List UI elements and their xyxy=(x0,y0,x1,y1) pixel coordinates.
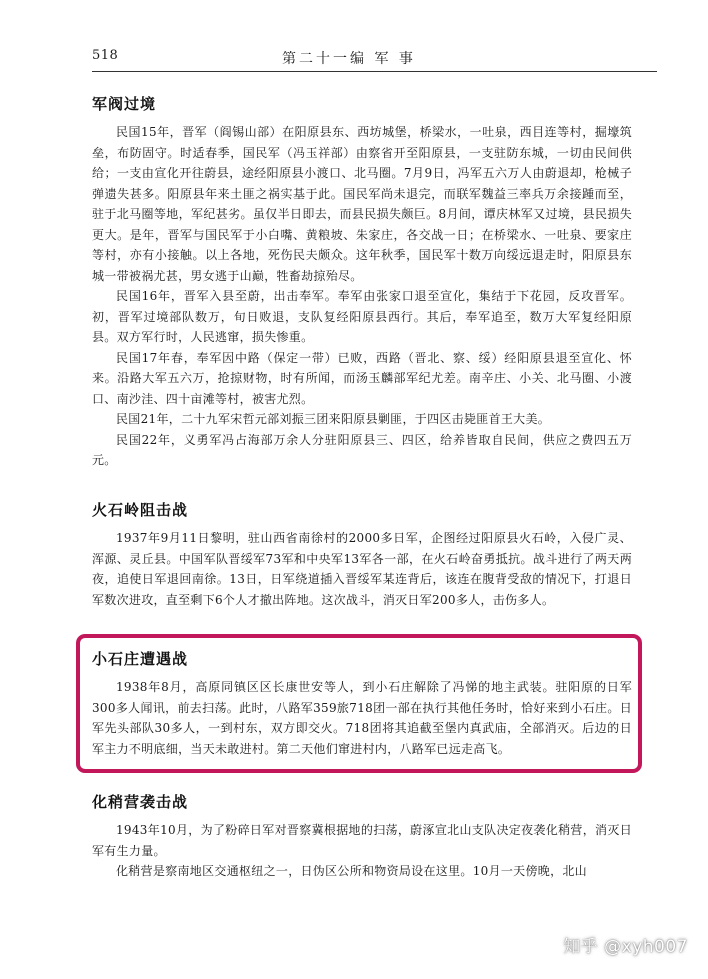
section-title: 火石岭阻击战 xyxy=(92,501,189,519)
paragraph: 1937年9月11日黎明，驻山西省南徐村的2000多日军，企图经过阳原县火石岭，入侵广灵、浑源、灵丘县。中国军队晋绥军73军和中央军13军各一部，在火石岭奋勇抵抗。战斗进行了两天两夜，追使日军退回南徐。13日，日军绕道插入晋绥军某连背后，该连在腹背受敌的情况下，打退日军数次进攻，直至剩下6个人才撤出阵地。这次战斗，消灭日军200多人，击伤多人。 xyxy=(92,531,632,607)
page-number: 518 xyxy=(92,48,119,63)
paragraph: 民国16年，晋军入县至蔚，出击奉军。奉军由张家口退至宣化，集结于下花园，反攻晋军。初，晋军过境部队数万，旬日败退，支队复经阳原县西行。其后，奉军追至，数万大军复经阳原县。双方军行时，人民逃窜，损失惨重。 xyxy=(92,289,632,344)
section-huoshiling-battle xyxy=(92,499,632,610)
section-title: 军阀过境 xyxy=(92,95,157,113)
page-header xyxy=(92,48,652,70)
paragraph: 1943年10月，为了粉碎日军对晋察冀根据地的扫荡，蔚涿宣北山支队决定夜袭化稍营，消灭日军有生力量。 xyxy=(92,823,632,858)
paragraph: 民国21年，二十九军宋哲元部刘振三团来阳原县剿匪，于四区击毙匪首王大美。 xyxy=(116,412,551,426)
section-huashaoying-raid xyxy=(92,791,632,882)
section-xiaoshizhuang-battle xyxy=(92,648,632,759)
paragraph: 民国15年，晋军（阎锡山部）在阳原县东、西坊城堡，桥梁水，一吐泉，西目连等村，掘壕筑垒，布防固守。时适春季，国民军（冯玉祥部）由察省开至阳原县，一支驻防东城，一切由民间供给；一支由宣化开往蔚县，途经阳原县小渡口、北马圈。7月9日，冯军五六万人由蔚退却，枪械子弹遗失甚多。阳原县年来土匪之祸实基于此。国民军尚未退完，而联军魏益三率兵万余接踵而至，驻于北马圈等地，军纪甚劣。虽仅半日即去，而县民损失颇巨。8月间，谭庆林军又过境，县民损失更大。是年，晋军与国民军于小白嘴、黄粮坡、朱家庄，各交战一日；在桥梁水、一吐泉、要家庄等村，亦有小接触。以上各地，死伤民夫颇众。这年秋季，国民军十数万向绥远退走时，阳原县东城一带被祸尤甚，男女逃于山巅，牲畜劫掠殆尽。 xyxy=(92,125,632,283)
paragraph: 民国22年，义勇军冯占海部万余人分驻阳原县三、四区，给养皆取自民间，供应之费四五万元。 xyxy=(92,432,632,467)
section-title: 小石庄遭遇战 xyxy=(92,650,189,668)
header-rule xyxy=(92,71,657,72)
running-title: 第二十一编 军 事 xyxy=(282,51,416,67)
watermark: 知乎 @xyh007 xyxy=(563,937,688,957)
paragraph: 化稍营是察南地区交通枢纽之一，日伪区公所和物资局设在这里。10月一天傍晚，北山 xyxy=(116,864,587,878)
paragraph: 民国17年春，奉军因中路（保定一带）已败，西路（晋北、察、绥）经阳原县退至宣化、怀来。沿路大军五六万，抢掠财物，时有所闻，而汤玉麟部军纪尤差。南辛庄、小关、北马圈、小渡口、南沙洼、四十亩滩等村，被害尤烈。 xyxy=(92,350,632,406)
section-warlord-transit xyxy=(92,93,632,471)
section-title: 化稍营袭击战 xyxy=(92,793,189,811)
paragraph: 1938年8月，高原同镇区区长康世安等人，到小石庄解除了冯悌的地主武装。驻阳原的日军300多人闻讯，前去扫荡。此时，八路军359旅718团一部在执行其他任务时，恰好来到小石庄。日军先头部队30多人，一到村东，双方即交火。718团将其追截至堡内真武庙，全部消灭。后边的日军主力不明底细，当天未敢进村。第二天他们窜进村内，八路军已远走高飞。 xyxy=(92,680,632,756)
